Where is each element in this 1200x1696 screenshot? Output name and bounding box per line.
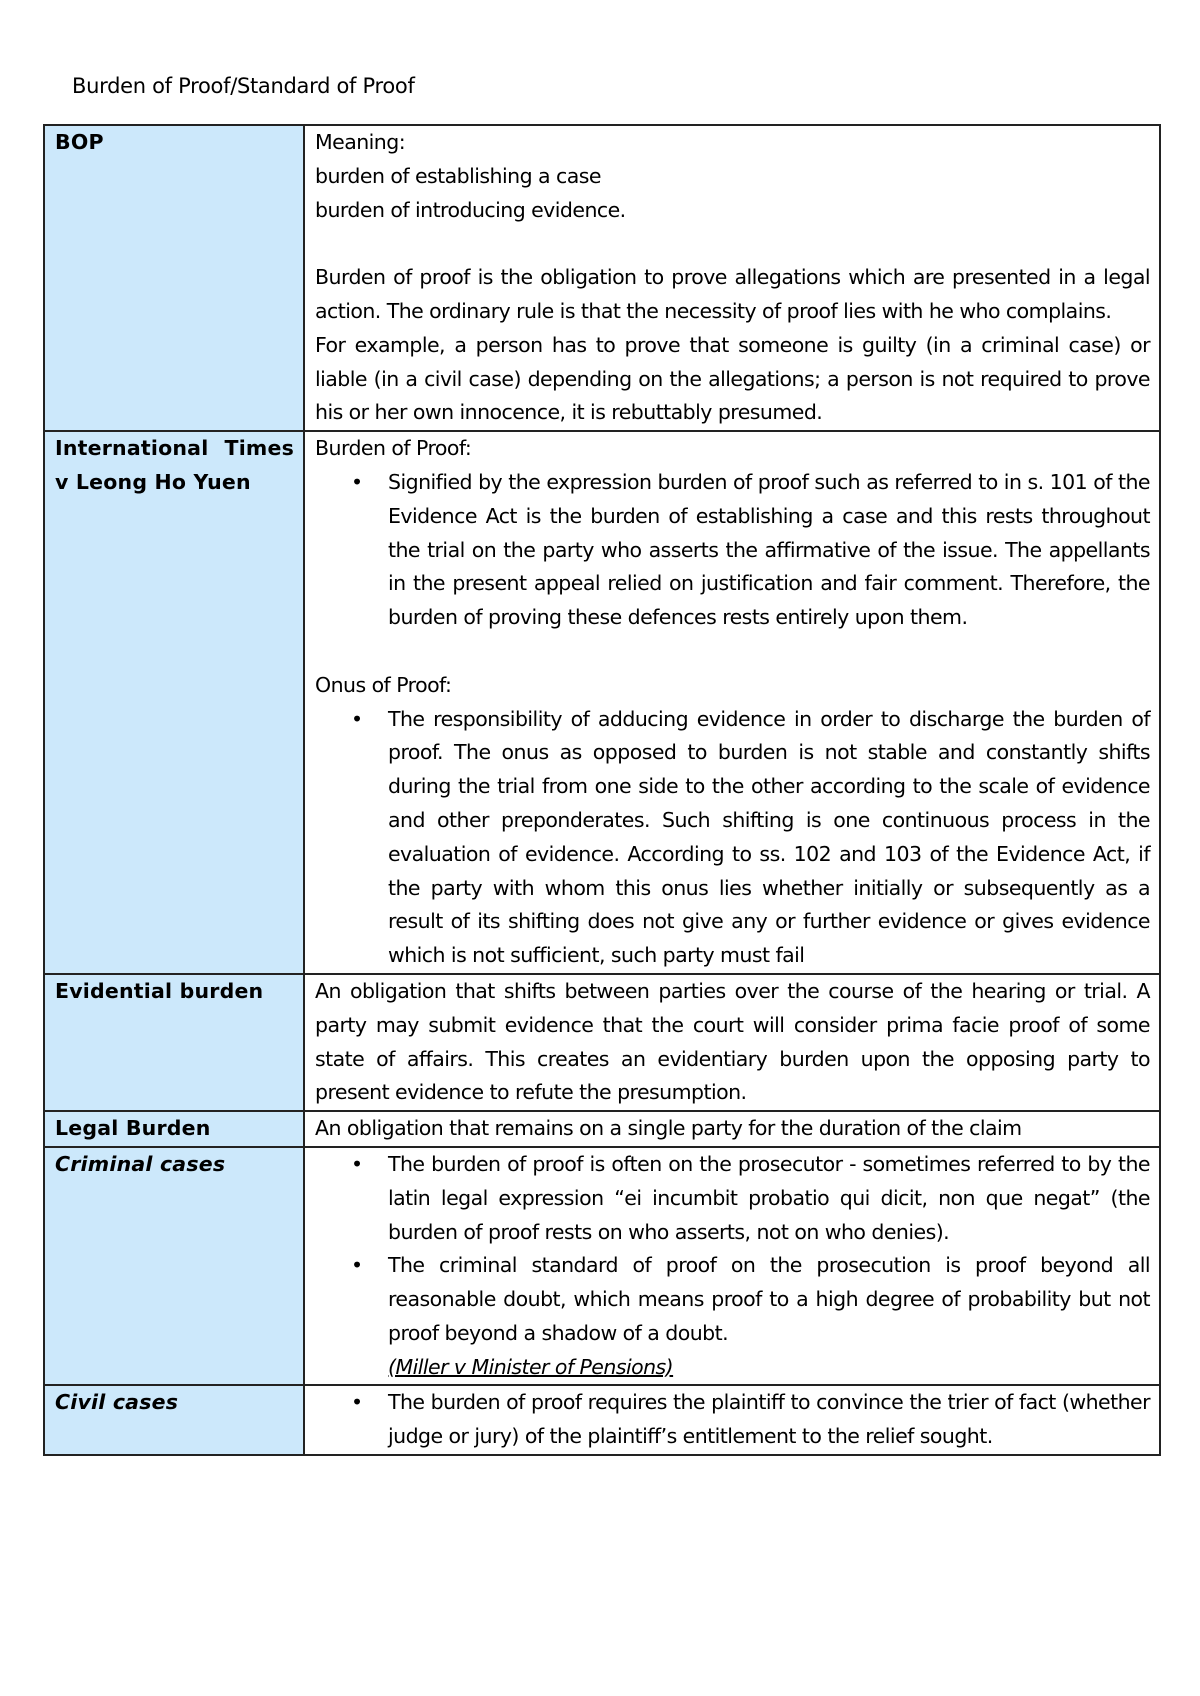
section-heading: Burden of Proof: — [315, 436, 472, 461]
case-reference: (Miller v Minister of Pensions) — [388, 1354, 674, 1379]
bullet-list — [315, 466, 1150, 635]
term-cell: Legal Burden — [44, 1111, 304, 1147]
meaning-label: Meaning: — [315, 130, 406, 154]
meaning-line: burden of establishing a case — [315, 163, 601, 188]
spacer — [315, 227, 1150, 261]
list-item — [351, 466, 1150, 635]
bullet-icon: • — [351, 1390, 363, 1415]
meaning-line: burden of introducing evidence. — [315, 197, 626, 222]
bullet-text: The burden of proof is often on the prosecutor - sometimes referred to by the latin legal expression “ei incumbit probatio qui dicit, non que negat” (the burden of proof rests on who asserts, not on who denies). — [388, 1151, 1150, 1244]
bullet-list — [315, 1148, 1150, 1385]
paragraph: An obligation that remains on a single party for the duration of the claim — [315, 1116, 1022, 1141]
document-title: Burden of Proof/Standard of Proof — [72, 74, 415, 98]
bullet-icon: • — [351, 1151, 363, 1176]
burden-of-proof-table — [43, 124, 1161, 1456]
bullet-text: The responsibility of adducing evidence in order to discharge the burden of proof. The onus as opposed to burden is not stable and constantly shifts during the trial from one side to the other according to the scale of evidence and other preponderates. Such shifting is one continuous process in the evaluation of evidence. According to ss. 102 and 103 of the Evidence Act, if the party with whom this onus lies whether initially or subsequently as a result of its shifting does not give any or further evidence or gives evidence which is not sufficient, such party must fail — [388, 706, 1150, 968]
list-item — [351, 1148, 1150, 1249]
paragraph: An obligation that shifts between parties over the course of the hearing or trial. A party may submit evidence that the court will consider prima facie proof of some state of affairs. This creates an evidentiary burden upon the opposing party to present evidence to refute the presumption. — [315, 978, 1150, 1105]
bullet-icon: • — [351, 1253, 363, 1278]
term-cell: Evidential burden — [44, 974, 304, 1111]
list-item — [351, 1386, 1150, 1454]
table-row-civil-cases — [44, 1385, 1160, 1455]
term-cell: Criminal cases — [44, 1147, 304, 1386]
paragraph: For example, a person has to prove that someone is guilty (in a criminal case) or liable (in a civil case) depending on the allegations; a person is not required to prove his or her own innocence, it is rebuttably presumed. — [315, 332, 1150, 425]
bullet-list — [315, 1386, 1150, 1454]
bullet-text: The burden of proof requires the plaintiff to convince the trier of fact (whether judge or jury) of the plaintiff’s entitlement to the relief sought. — [388, 1390, 1150, 1449]
table-row-legal-burden — [44, 1111, 1160, 1147]
paragraph: Burden of proof is the obligation to prove allegations which are presented in a legal action. The ordinary rule is that the necessity of proof lies with he who complains. — [315, 265, 1150, 323]
definition-cell — [304, 1111, 1160, 1147]
table-row-criminal-cases — [44, 1147, 1160, 1386]
term-cell: BOP — [44, 125, 304, 431]
definition-cell — [304, 431, 1160, 974]
bullet-icon: • — [351, 706, 363, 731]
bullet-text: The criminal standard of proof on the prosecution is proof beyond all reasonable doubt, which means proof to a high degree of probability but not proof beyond a shadow of a doubt. — [388, 1253, 1150, 1345]
table-row-evidential-burden — [44, 974, 1160, 1111]
bullet-icon: • — [351, 469, 363, 494]
bullet-text: Signified by the expression burden of proof such as referred to in s. 101 of the Evidence Act is the burden of establishing a case and this rests throughout the trial on the party who asserts the affirmative of the issue. The appellants in the present appeal relied on justification and fair comment. Therefore, the burden of proving these defences rests entirely upon them. — [388, 469, 1150, 630]
list-item — [351, 1249, 1150, 1384]
spacer — [315, 635, 1150, 669]
term-cell: International Times v Leong Ho Yuen — [44, 431, 304, 974]
list-item — [351, 703, 1150, 973]
table-row-bop — [44, 125, 1160, 431]
section-heading: Onus of Proof: — [315, 672, 452, 697]
definition-cell — [304, 1385, 1160, 1455]
definition-cell — [304, 1147, 1160, 1386]
definition-cell — [304, 974, 1160, 1111]
term-cell: Civil cases — [44, 1385, 304, 1455]
bullet-list — [315, 703, 1150, 973]
table-row-international-times — [44, 431, 1160, 974]
definition-cell — [304, 125, 1160, 431]
